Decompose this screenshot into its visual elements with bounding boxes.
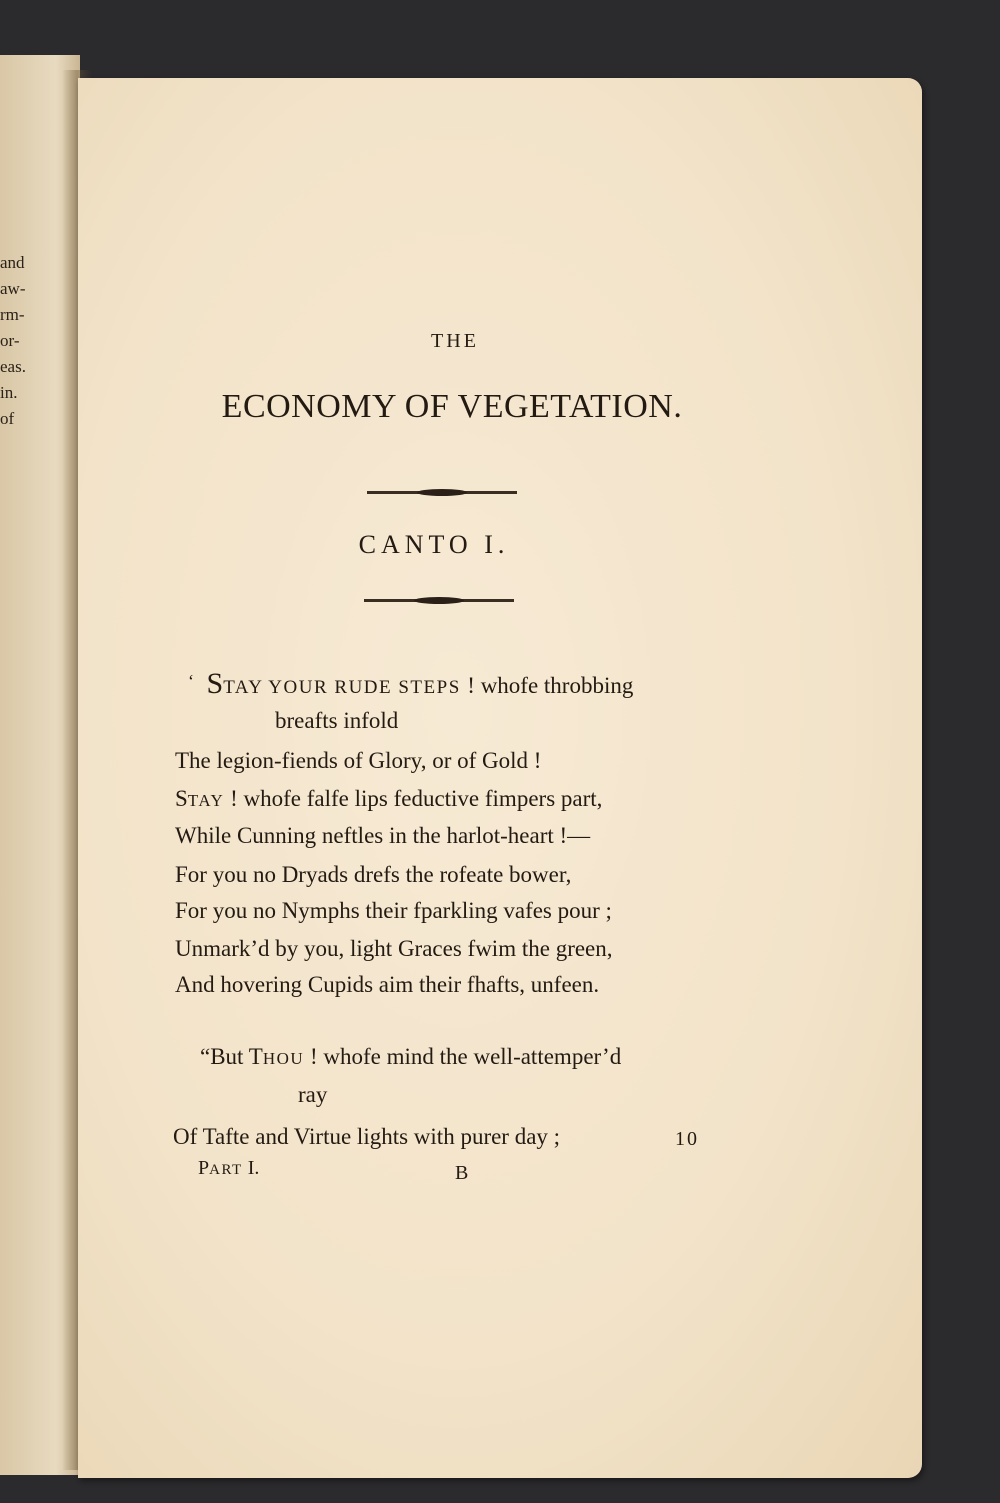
verse-line: For you no Dryads drefs the rofeate bower, [175,862,572,887]
verse-line: While Cunning neftles in the harlot-heart !— [175,823,591,848]
verse-text: But [210,1044,249,1069]
initial: P [198,1157,210,1179]
ornamental-rule-bottom [364,599,514,602]
verse-line [200,1039,621,1077]
verse-line: Of Tafte and Virtue lights with purer day ; [173,1124,561,1149]
verse-line: The legion-fiends of Glory, or of Gold ! [175,748,542,773]
initial: S [175,786,188,811]
verse-line: And hovering Cupids aim their fhafts, unfeen. [175,972,600,997]
verse-line: breafts infold [275,708,399,733]
verse-line: ray [298,1082,328,1107]
left-fragment: of [0,409,15,428]
left-fragment: in. [0,383,18,402]
verse-line [188,663,633,706]
line-number: 10 [675,1128,699,1150]
signature-mark: B [455,1162,469,1184]
small-caps-text: TAY [187,791,225,810]
small-caps-text: TAY YOUR RUDE STEPS [223,677,461,698]
small-caps-text: HOU [262,1049,305,1068]
initial: T [248,1044,263,1069]
ornamental-rule-top [367,491,517,494]
small-caps-text: ART [209,1162,243,1178]
part-label [198,1157,259,1180]
left-fragment: and [0,253,25,272]
opening-quote: ‘ [188,671,194,691]
left-fragment: eas. [0,357,26,376]
left-fragment: rm- [0,305,25,324]
verse-text: ! whofe throbbing [467,673,634,698]
canto-heading: CANTO I. [358,530,510,559]
verse-text: ! whofe falfe lips feductive fimpers part, [230,786,603,811]
book-title: ECONOMY OF VEGETATION. [221,388,683,425]
left-fragment: aw- [0,279,26,298]
opening-quote: “ [200,1044,211,1069]
part-number: I. [247,1157,260,1179]
title-article: THE [431,330,479,352]
verse-line [175,781,602,819]
drop-initial: S [206,667,224,700]
left-fragment: or- [0,331,20,350]
verse-line: For you no Nymphs their fparkling vafes pour ; [175,898,612,923]
verse-text: ! whofe mind the well-attemper’d [309,1044,622,1069]
verse-line: Unmark’d by you, light Graces fwim the green, [175,936,613,961]
